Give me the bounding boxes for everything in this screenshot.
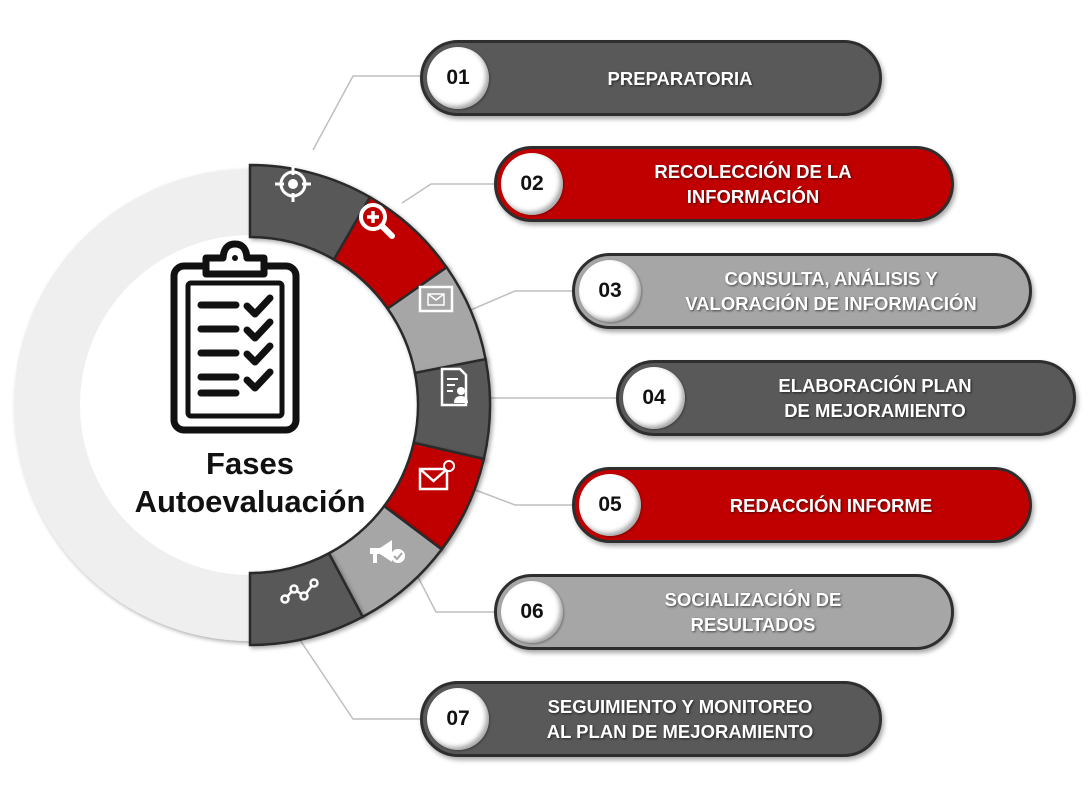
phase-number: 03: [579, 260, 641, 322]
phase-pill-07: [420, 681, 882, 757]
phase-pill-04: [616, 360, 1076, 436]
phase-number: 05: [579, 474, 641, 536]
phase-label-line: PREPARATORIA: [607, 67, 753, 89]
phase-pill-02: [494, 146, 954, 222]
phase-label-line: VALORACIÓN DE INFORMACIÓN: [685, 293, 977, 314]
phase-label: [645, 470, 1017, 540]
phase-label-line: CONSULTA, ANÁLISIS Y: [724, 268, 938, 289]
phase-pill-03: [572, 253, 1032, 329]
phase-label: [689, 363, 1061, 433]
phase-label-line: AL PLAN DE MEJORAMIENTO: [546, 721, 814, 742]
phase-pill-06: [494, 574, 954, 650]
phase-label-line: ELABORACIÓN PLAN: [778, 375, 972, 396]
phase-pill-01: [420, 40, 882, 116]
diagram-title-line2: Autoevaluación: [134, 484, 366, 519]
diagram-title-line1: Fases: [206, 446, 294, 481]
phase-number: 02: [501, 153, 563, 215]
connector-line-07: [296, 634, 420, 719]
phase-label: [493, 684, 867, 754]
phase-number: 06: [501, 581, 563, 643]
phase-label: [645, 256, 1017, 326]
phase-label: [567, 149, 939, 219]
phase-number: 04: [623, 367, 685, 429]
phase-number: 07: [427, 688, 489, 750]
phase-number: 01: [427, 47, 489, 109]
phase-label-line: REDACCIÓN INFORME: [729, 494, 933, 516]
phase-label-line: RESULTADOS: [690, 614, 816, 635]
connector-line-01: [313, 76, 420, 150]
phase-label: [567, 577, 939, 647]
phase-label-line: DE MEJORAMIENTO: [784, 400, 966, 421]
phase-segment-04: [414, 359, 490, 459]
phase-label-line: SOCIALIZACIÓN DE: [664, 589, 842, 610]
connector-line-06: [418, 577, 494, 612]
phase-pill-05: [572, 467, 1032, 543]
connector-line-03: [466, 291, 572, 312]
phase-label: [493, 43, 867, 113]
connector-line-05: [470, 488, 572, 505]
phase-label-line: RECOLECCIÓN DE LA: [654, 161, 852, 182]
phase-label-line: INFORMACIÓN: [686, 186, 820, 207]
phase-label-line: SEGUIMIENTO Y MONITOREO: [547, 696, 813, 717]
connector-line-02: [402, 184, 494, 203]
